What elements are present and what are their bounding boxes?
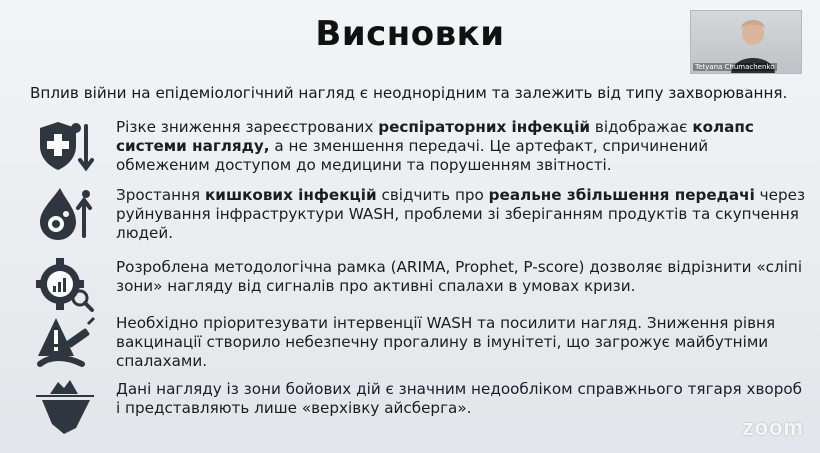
conclusion-text-5: Дані нагляду із зони бойових дій є значним недообліком справжнього тягаря хвороб і представляють лише «верхівку айсберга». [116,380,802,417]
shield-icon [36,118,98,180]
slide-subtitle: Вплив війни на епідеміологічний нагляд є неоднорідним та залежить від типу захворювання. [30,84,788,102]
conclusion-text-4: Необхідно пріоритезувати інтервенції WASH та посилити нагляд. Зниження рівня вакцинації створило небезпечну прогалину в імунітеті, що загрожує майбутніми спалахами. [116,314,776,370]
conclusion-text-2: Зростання кишкових інфекцій свідчить про реальне збільшення передачі через руйнування інфраструктури WASH, проблеми зі зберіганням продуктів та скупчення людей. [116,186,806,242]
warning-syringe-icon [36,312,98,374]
iceberg-icon [36,376,98,438]
water-drop-icon [36,186,98,248]
zoom-watermark: zoom [742,415,804,440]
participant-video[interactable] [690,10,802,74]
participant-name: Tetyana Chumachenko [695,63,775,71]
gear-chart-icon [36,256,98,318]
conclusion-text-1: Різке зниження зареєстрованих респіраторних інфекцій відображає колапс системи нагляду, а не зменшення передачі. Це артефакт, спричинений обмеженим доступом до медицини та порушенням звітності. [116,118,754,174]
slide-title: Висновки [315,14,505,54]
conclusion-text-3: Розроблена методологічна рамка (ARIMA, Prophet, P-score) дозволяє відрізнити «сліпі зони» нагляду від сигналів про активні спалахи в умовах кризи. [116,258,803,295]
